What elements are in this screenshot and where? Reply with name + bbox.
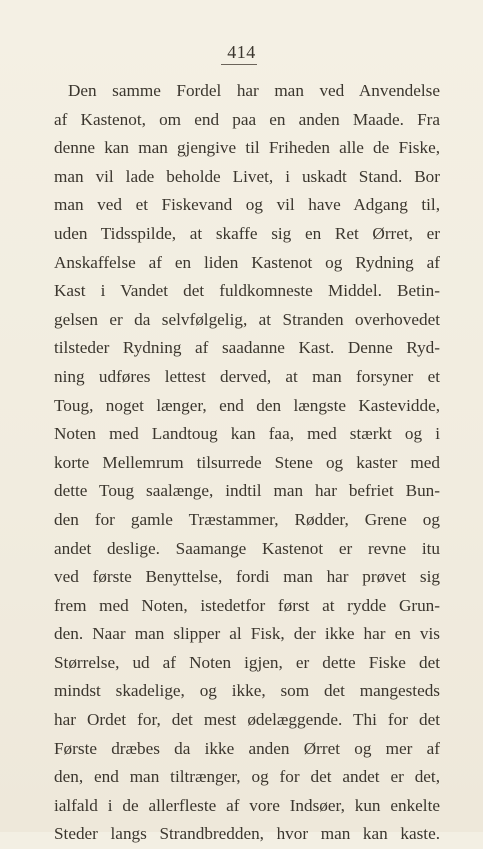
text-line: Steder langs Strandbredden, hvor man kan kaste.	[54, 824, 440, 844]
text-line: mindst skadelige, og ikke, som det mangesteds	[54, 681, 440, 701]
text-line: man ved et Fiskevand og vil have Adgang til,	[54, 195, 440, 215]
text-line: ialfald i de allerfleste af vore Indsøer, kun enkelte	[54, 795, 440, 815]
text-line: Noten med Landtoug kan faa, med stærkt og i	[54, 424, 440, 444]
text-line: dette Toug saalænge, indtil man har befriet Bun-	[54, 481, 440, 501]
text-line: den, end man tiltrænger, og for det andet er det,	[54, 767, 440, 787]
page-number-rule	[221, 64, 257, 65]
text-line: frem med Noten, istedetfor først at rydde Grun-	[54, 595, 440, 615]
text-line: Den samme Fordel har man ved Anvendelse	[68, 81, 440, 100]
text-line: Første dræbes da ikke anden Ørret og mer af	[54, 738, 440, 758]
body-text	[54, 77, 440, 849]
text-line: af Kastenot, om end paa en anden Maade. Fra	[54, 109, 440, 129]
text-line: har Ordet for, det mest ødelæggende. Thi for det	[54, 710, 440, 730]
text-line: Kast i Vandet det fuldkomneste Middel. Betin-	[54, 281, 440, 301]
text-line: Toug, noget længer, end den længste Kastevidde,	[54, 395, 440, 415]
text-line: denne kan man gjengive til Friheden alle de Fiske,	[54, 138, 440, 158]
text-line: ved første Benyttelse, fordi man har prøvet sig	[54, 567, 440, 587]
text-line: uden Tidsspilde, at skaffe sig en Ret Ørret, er	[54, 223, 440, 243]
text-line: den for gamle Træstammer, Rødder, Grene og	[54, 509, 440, 529]
text-line: ning udføres lettest derved, at man forsyner et	[54, 366, 440, 386]
text-line: korte Mellemrum tilsurrede Stene og kaster med	[54, 452, 440, 472]
page-number: 414	[227, 42, 256, 62]
text-line: Størrelse, ud af Noten igjen, er dette Fiske det	[54, 652, 440, 672]
text-line: tilsteder Rydning af saadanne Kast. Denne Ryd-	[54, 338, 440, 358]
text-line: man vil lade beholde Livet, i uskadt Stand. Bor	[54, 166, 440, 186]
text-line: Anskaffelse af en liden Kastenot og Rydning af	[54, 252, 440, 272]
text-line: gelsen er da selvfølgelig, at Stranden overhovedet	[54, 309, 440, 329]
text-line: den. Naar man slipper al Fisk, der ikke har en vis	[54, 624, 440, 644]
text-line: andet deslige. Saamange Kastenot er revne itu	[54, 538, 440, 558]
